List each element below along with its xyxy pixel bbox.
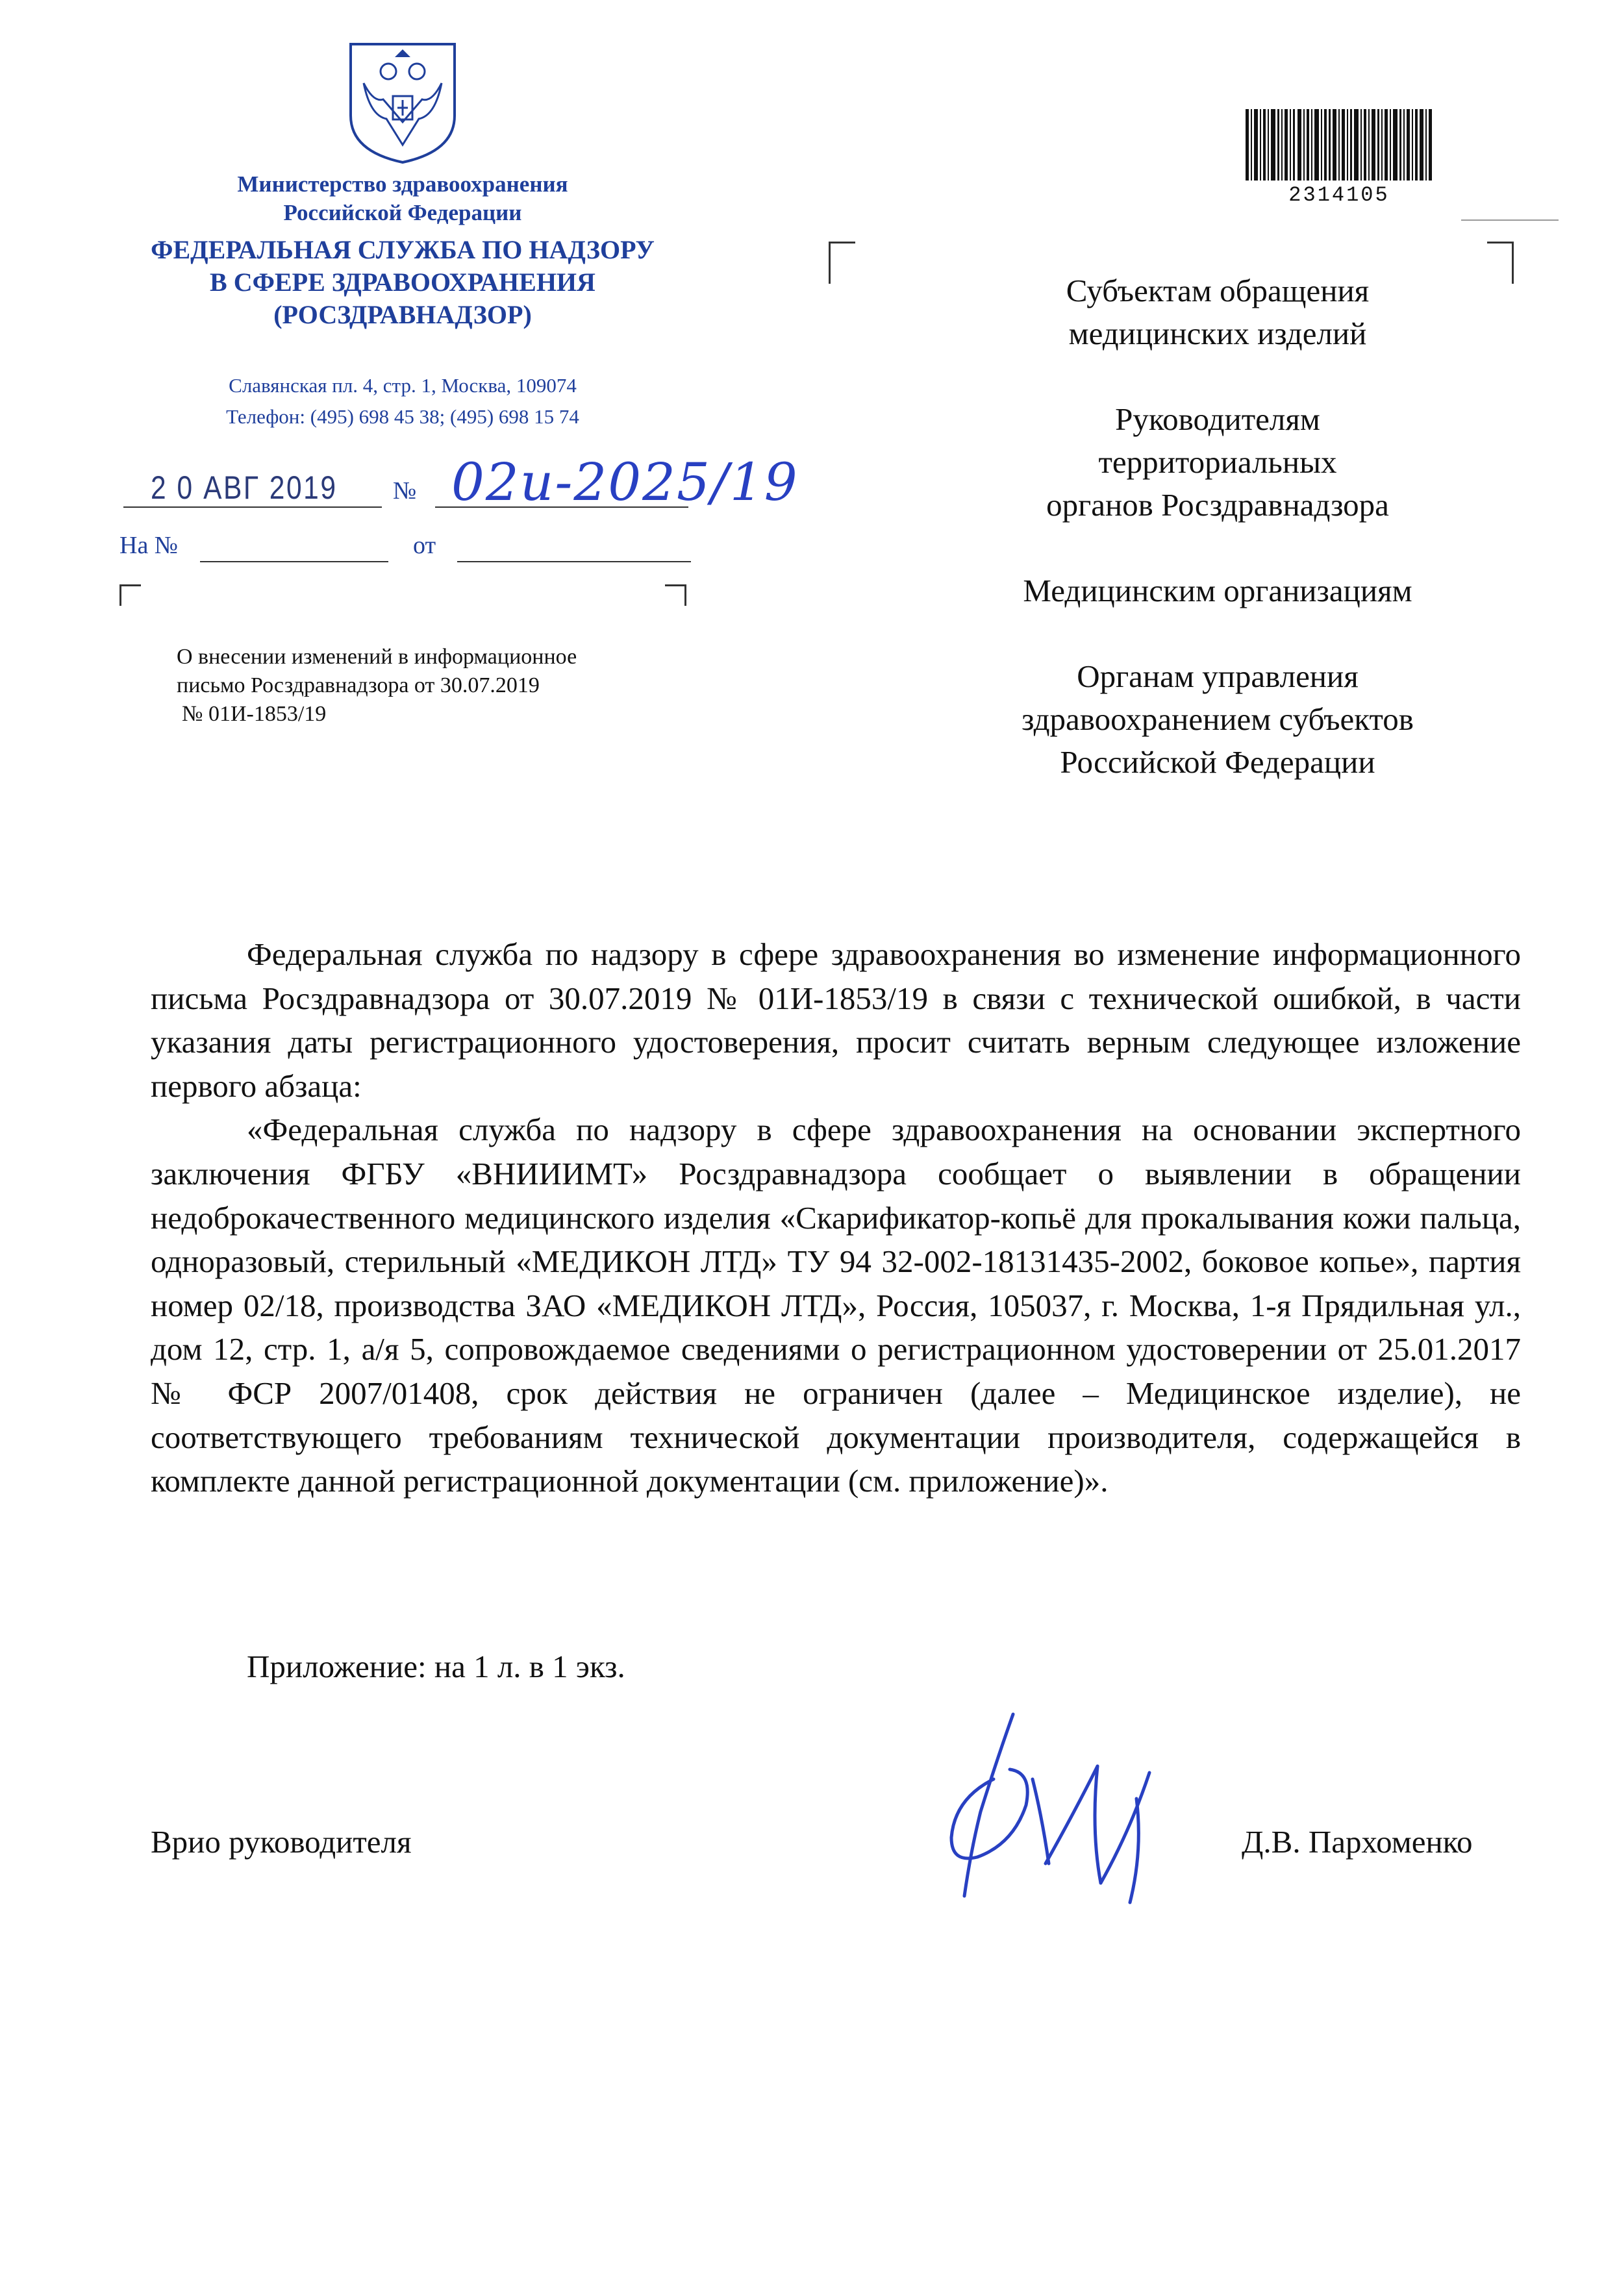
number-sign: №: [393, 477, 417, 505]
body-paragraph: «Федеральная служба по надзору в сфере здравоохранения на основании экспертного заключения ФГБУ «ВНИИИМТ» Росздравнадзора сообщает о выявлении в обращении недоброкачественного медицинского изделия «Скарификатор-копьё для прокалывания кожи пальца, одноразовый, стерильный «МЕДИКОН ЛТД» ТУ 94 32-002-18131435-2002, боковое копье», партия номер 02/18, производства ЗАО «МЕДИКОН ЛТД», Россия, 105037, г. Москва, 1-я Прядильная ул., дом 12, стр. 1, а/я 5, сопровождаемое сведениями о регистрационном удостоверении от 25.01.2017 № ФСР 2007/01408, срок действия не ограничен (далее – Медицинское изделие), не соответствующего требованиям технической документации производителя, содержащейся в комплекте данной регистрационной документации (см. приложение)».: [151, 1112, 1521, 1499]
recipient-line: Российской Федерации: [1060, 744, 1375, 780]
recipient-line: Органам управления: [1077, 658, 1359, 694]
agency-line: ФЕДЕРАЛЬНАЯ СЛУЖБА ПО НАДЗОРУ: [151, 235, 655, 264]
ministry-line: Российской Федерации: [283, 200, 522, 225]
subject-line: О внесении изменений в информационное: [177, 645, 577, 669]
recipient-line: Руководителям: [1115, 401, 1320, 437]
letter-body: [151, 932, 1521, 1503]
handwritten-signature: [935, 1701, 1169, 1915]
handwritten-number: 02и-2025/19: [451, 452, 799, 512]
agency-address: [117, 370, 688, 432]
subject-text: [177, 643, 683, 729]
ministry-name: [117, 170, 688, 227]
barcode: [1242, 109, 1436, 181]
subject-corner-right: [665, 584, 686, 606]
ref-date-underline: [457, 561, 691, 562]
recipient-line: Медицинским организациям: [1023, 573, 1412, 608]
subject-line: № 01И-1853/19: [182, 702, 327, 726]
barcode-rule: [1461, 219, 1559, 221]
registration-line: [117, 452, 799, 512]
recipient: [896, 569, 1539, 612]
agency-line: В СФЕРЕ ЗДРАВООХРАНЕНИЯ: [210, 268, 595, 297]
recipient: [896, 269, 1539, 355]
agency-line: (РОСЗДРАВНАДЗОР): [273, 300, 532, 329]
barcode-number: 2314105: [1288, 183, 1390, 207]
recipient: [896, 655, 1539, 784]
agency-name: [97, 234, 708, 331]
recipient-line: медицинских изделий: [1068, 316, 1367, 351]
coat-of-arms-emblem: [338, 38, 468, 168]
ref-number-label: На №: [119, 532, 179, 559]
reference-line: [119, 531, 691, 570]
appendix-note: Приложение: на 1 л. в 1 экз.: [247, 1649, 625, 1684]
subject-corner-left: [119, 584, 141, 606]
date-underline: [123, 506, 382, 508]
address-line: Славянская пл. 4, стр. 1, Москва, 109074: [229, 374, 577, 397]
recipient-line: органов Росздравнадзора: [1046, 487, 1389, 523]
date-stamp: 2 0 АВГ 2019: [151, 469, 338, 506]
phone-line: Телефон: (495) 698 45 38; (495) 698 15 74: [226, 405, 579, 428]
body-paragraph: Федеральная служба по надзору в сфере здравоохранения во изменение информационного письма Росздравнадзора от 30.07.2019 № 01И-1853/19 в связи с технической ошибкой, в части указания даты регистрационного удостоверения, просит считать верным следующее изложение первого абзаца:: [151, 936, 1521, 1104]
recipient-corner-left: [829, 242, 855, 284]
recipient-line: здравоохранением субъектов: [1022, 701, 1414, 737]
subject-line: письмо Росздравнадзора от 30.07.2019: [177, 673, 540, 697]
ref-number-underline: [200, 561, 388, 562]
recipient: [896, 398, 1539, 527]
ministry-line: Министерство здравоохранения: [237, 171, 568, 197]
recipient-line: территориальных: [1098, 444, 1337, 480]
signer-role: Врио руководителя: [151, 1824, 412, 1860]
signer-name: Д.В. Пархоменко: [1242, 1824, 1473, 1860]
ref-from-label: от: [413, 532, 436, 559]
recipient-line: Субъектам обращения: [1066, 273, 1370, 308]
recipients-block: [896, 269, 1539, 827]
